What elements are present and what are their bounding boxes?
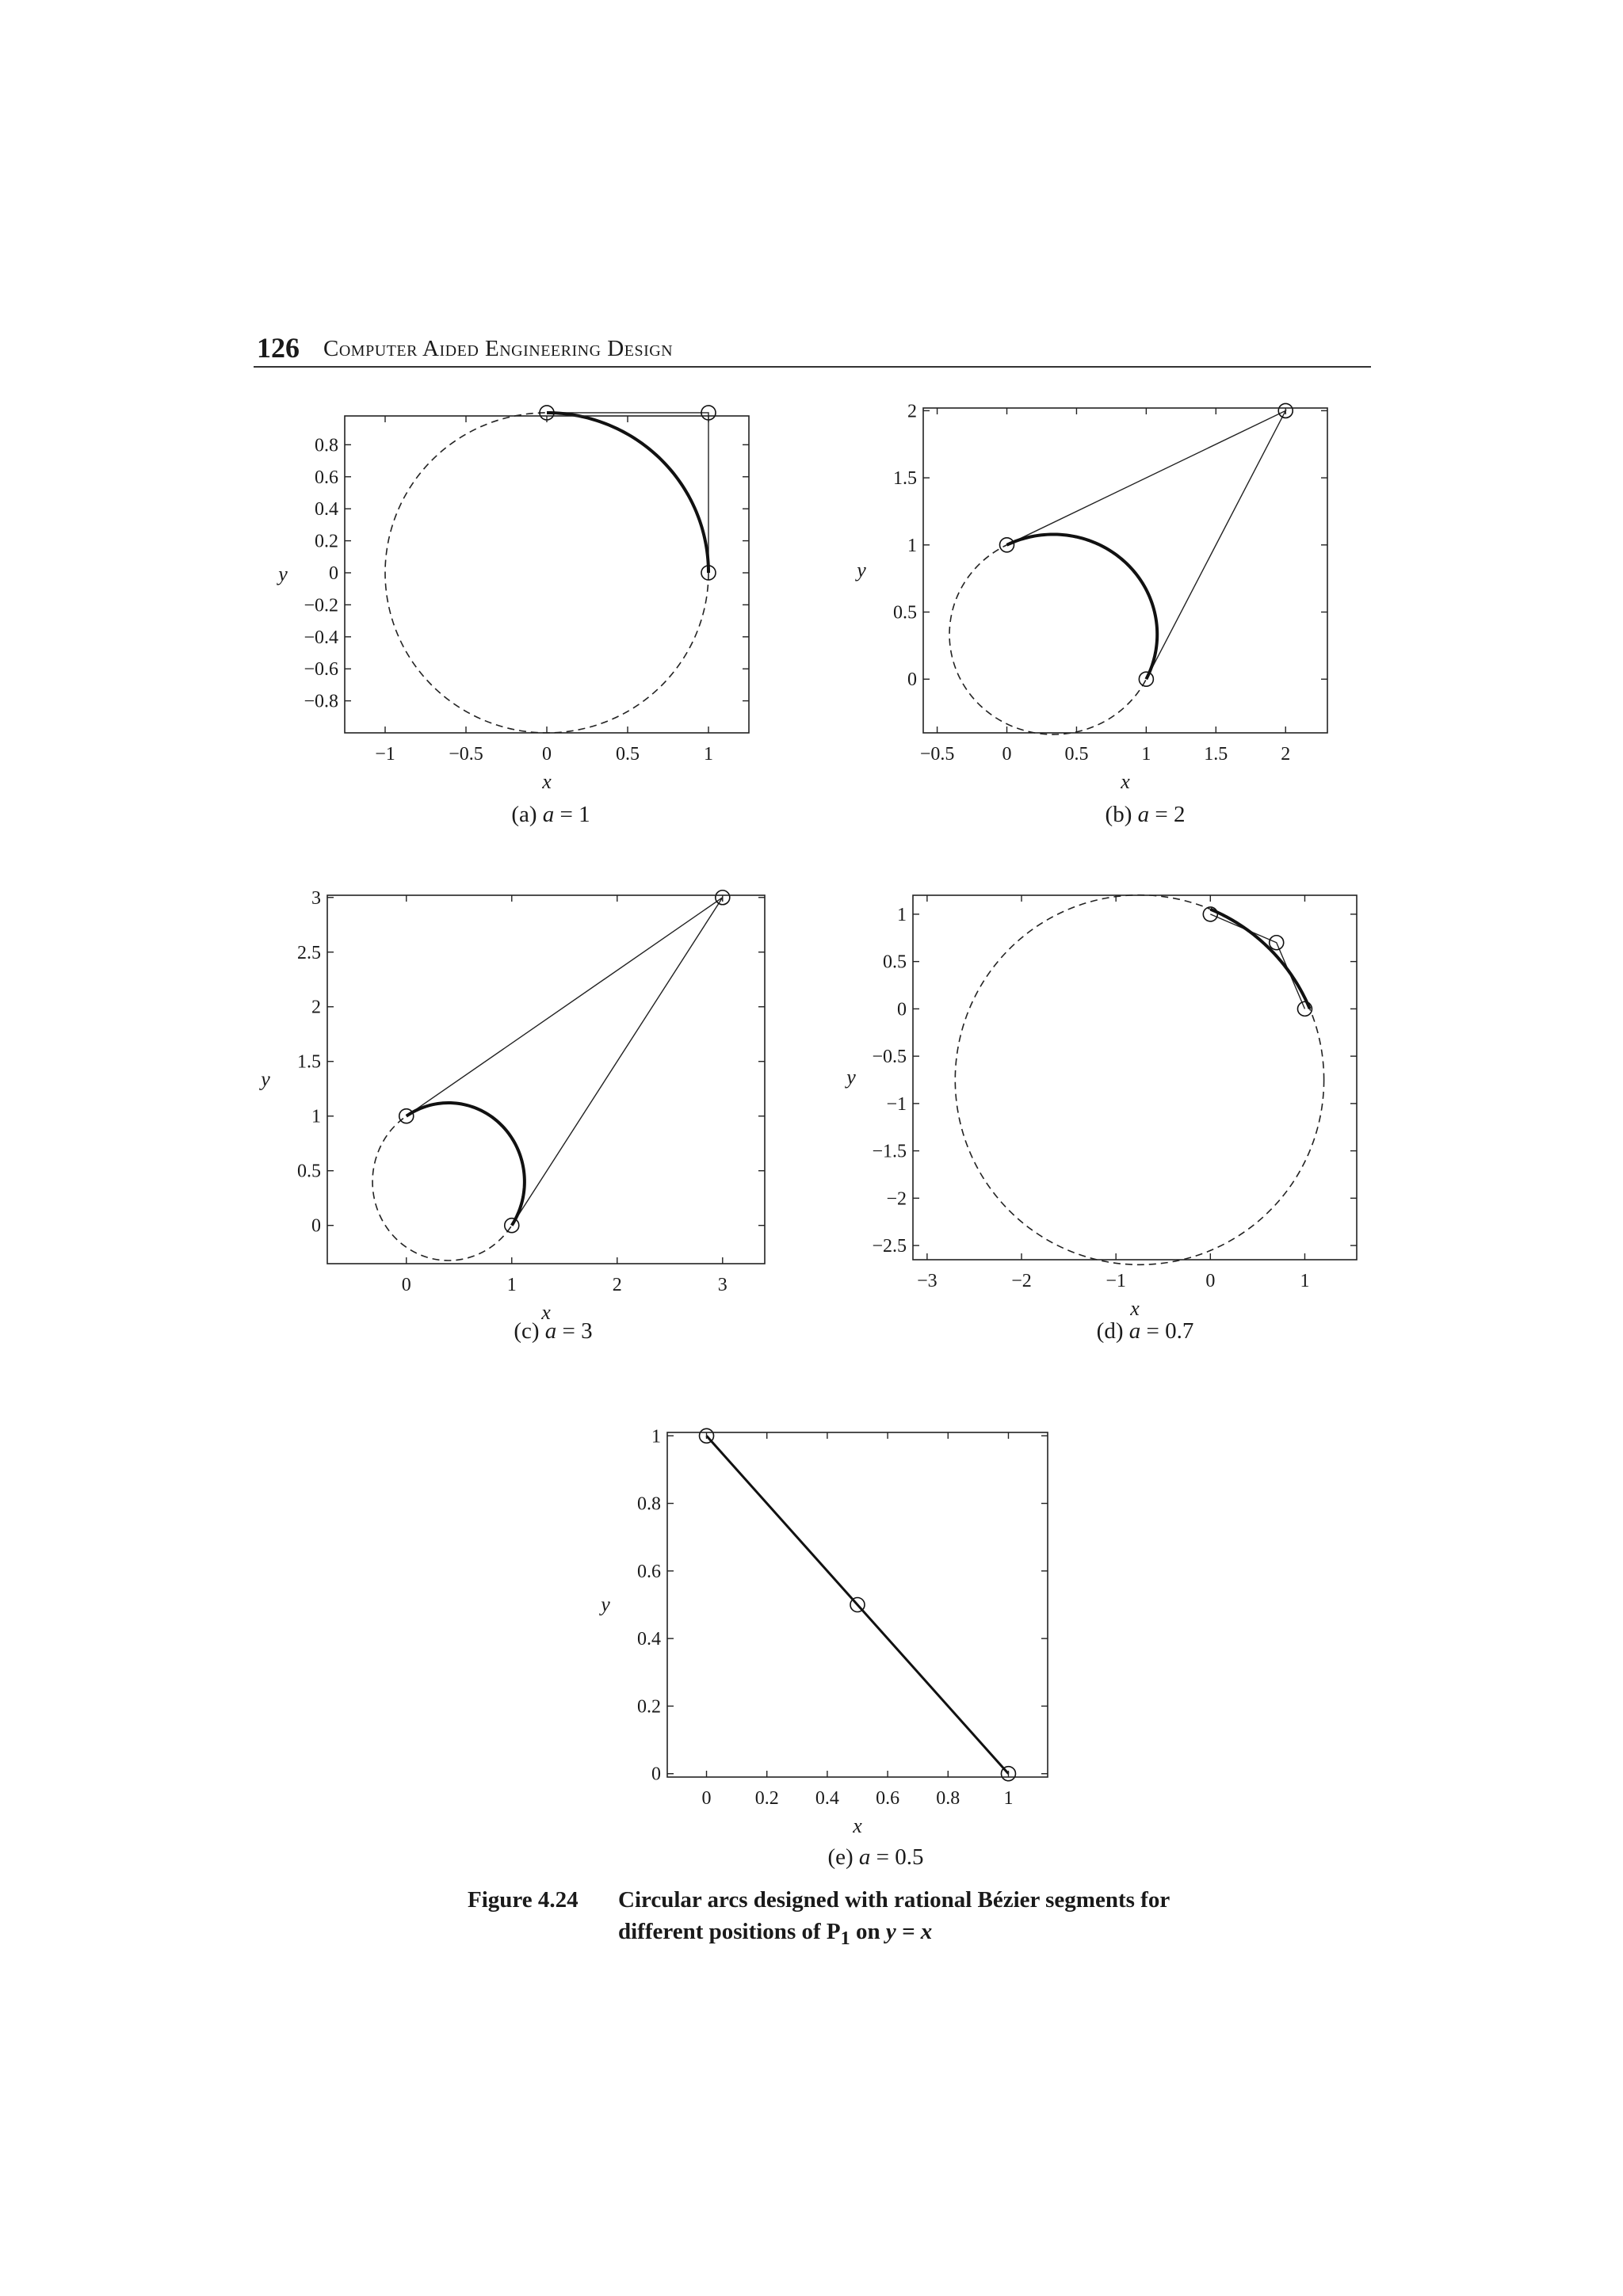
axes-frame: [923, 408, 1327, 733]
arc-curve: [547, 413, 708, 573]
x-axis-label: x: [853, 1814, 862, 1837]
plot-content: [372, 891, 730, 1261]
arc-curve: [707, 1436, 1009, 1773]
plot-content: [700, 1428, 1016, 1780]
y-tick-label: 0: [311, 1215, 321, 1237]
arc-curve: [1006, 534, 1157, 679]
control-point-0: [505, 1219, 519, 1233]
subplot-caption-c: (c) a = 3: [514, 1318, 593, 1344]
caption-text-1: Circular arcs designed with rational Bézier segments for: [618, 1887, 1170, 1913]
x-tick-label: 1.5: [1204, 744, 1228, 765]
control-polygon: [547, 413, 708, 573]
x-tick-label: −0.5: [919, 744, 955, 765]
control-polygon: [407, 898, 723, 1226]
x-tick-label: 2: [612, 1275, 622, 1295]
y-tick-label: 0: [907, 669, 917, 691]
y-tick-label: 0.6: [637, 1561, 661, 1582]
x-tick-label: 0.2: [754, 1788, 779, 1809]
y-tick-label: 0: [651, 1764, 661, 1785]
figure-caption-line2: different positions of $P_1$ on y = x: [618, 1919, 933, 1949]
y-axis-label: y: [601, 1592, 610, 1616]
y-tick-label: 2: [907, 401, 917, 422]
y-tick-label: 0: [329, 563, 338, 584]
axes-frame: [913, 895, 1357, 1260]
y-tick-label: 0.2: [637, 1696, 661, 1718]
y-axis-label: y: [846, 1066, 856, 1089]
y-tick-label: 0.4: [315, 499, 338, 521]
x-tick-label: 0: [542, 744, 552, 765]
y-tick-label: −0.4: [304, 627, 338, 648]
y-tick-label: 2.5: [297, 942, 321, 963]
y-axis-label: y: [278, 563, 288, 585]
x-tick-label: 3: [717, 1275, 727, 1295]
subplot-caption-b: (b) a = 2: [1105, 802, 1186, 827]
y-tick-label: 2: [311, 997, 321, 1018]
x-tick-label: 0: [1002, 744, 1012, 765]
figure-caption-line1: [468, 1884, 1170, 1916]
y-tick-label: −0.6: [304, 659, 338, 681]
figure-caption: [468, 1884, 1170, 1955]
arc-curve: [1210, 910, 1309, 1009]
running-header: [254, 331, 1371, 368]
x-tick-label: −0.5: [449, 744, 483, 765]
plot-content: [949, 403, 1293, 734]
x-tick-label: −1: [1106, 1271, 1126, 1291]
x-tick-label: 1: [1003, 1788, 1014, 1809]
x-tick-label: 0: [1205, 1271, 1216, 1291]
axes-frame: [327, 895, 765, 1264]
x-tick-label: 0.8: [936, 1788, 960, 1809]
control-polygon: [1007, 410, 1286, 679]
x-tick-label: 0.6: [876, 1788, 900, 1809]
y-tick-label: 0.8: [315, 435, 338, 456]
y-axis-label: y: [857, 559, 866, 582]
y-tick-label: −2.5: [872, 1236, 907, 1257]
x-axis-label: x: [1130, 1297, 1140, 1320]
y-tick-label: 0: [897, 999, 907, 1020]
subplot-d: [828, 883, 1383, 1320]
y-tick-label: −0.5: [872, 1047, 907, 1068]
y-tick-label: −1.5: [872, 1141, 907, 1162]
plot-content: [955, 895, 1323, 1265]
dashed-circle: [385, 413, 708, 733]
x-axis-label: x: [1121, 770, 1130, 793]
plot-content: [385, 406, 716, 733]
y-tick-label: −0.8: [304, 691, 338, 712]
y-tick-label: 1.5: [297, 1051, 321, 1073]
subplot-a: [269, 392, 777, 804]
x-tick-label: 0.5: [616, 744, 640, 765]
y-tick-label: −2: [886, 1188, 907, 1210]
y-tick-label: 1: [897, 904, 907, 925]
subplot-caption-a: (a) a = 1: [511, 802, 590, 827]
x-tick-label: 1: [704, 744, 713, 765]
x-tick-label: 0.5: [1064, 744, 1089, 765]
y-tick-label: 0.4: [637, 1629, 661, 1650]
y-tick-label: −1: [886, 1093, 907, 1115]
figure-number: Figure 4.24: [468, 1887, 579, 1913]
subplot-c: [254, 883, 777, 1324]
x-tick-label: −3: [917, 1271, 938, 1291]
y-tick-label: 1: [907, 535, 917, 556]
x-tick-label: 0: [401, 1275, 411, 1295]
subplot-b: [856, 392, 1363, 804]
x-tick-label: −1: [375, 744, 395, 765]
y-tick-label: 0.8: [637, 1493, 661, 1515]
page-number: 126: [257, 332, 300, 364]
subplot-caption-d: (d) a = 0.7: [1096, 1318, 1194, 1344]
y-tick-label: 1: [311, 1106, 321, 1127]
y-tick-label: 0.2: [315, 531, 338, 552]
dashed-circle: [955, 895, 1323, 1265]
x-tick-label: 1: [1141, 744, 1151, 765]
axes-frame: [345, 416, 749, 733]
y-axis-label: y: [261, 1067, 270, 1091]
subplot-caption-e: (e) a = 0.5: [827, 1844, 924, 1870]
x-tick-label: 1: [506, 1275, 517, 1295]
x-tick-label: 2: [1281, 744, 1291, 765]
x-tick-label: 1: [1300, 1271, 1310, 1291]
y-tick-label: −0.2: [304, 595, 338, 616]
x-tick-label: 0.4: [815, 1788, 839, 1809]
x-axis-label: x: [542, 770, 552, 793]
x-tick-label: −2: [1011, 1271, 1032, 1291]
control-polygon: [1210, 914, 1304, 1009]
x-axis-label: x: [541, 1301, 551, 1324]
running-title: Computer Aided Engineering Design: [323, 336, 674, 361]
y-tick-label: 0.6: [315, 467, 338, 488]
y-tick-label: 0.5: [893, 602, 917, 624]
x-tick-label: 0: [701, 1788, 712, 1809]
y-tick-label: 3: [311, 887, 321, 909]
y-tick-label: 0.5: [883, 952, 907, 973]
y-tick-label: 0.5: [297, 1161, 321, 1182]
y-tick-label: 1.5: [893, 468, 917, 490]
arc-curve: [407, 1103, 525, 1226]
subplot-e: [586, 1418, 1109, 1846]
y-tick-label: 1: [651, 1426, 661, 1447]
